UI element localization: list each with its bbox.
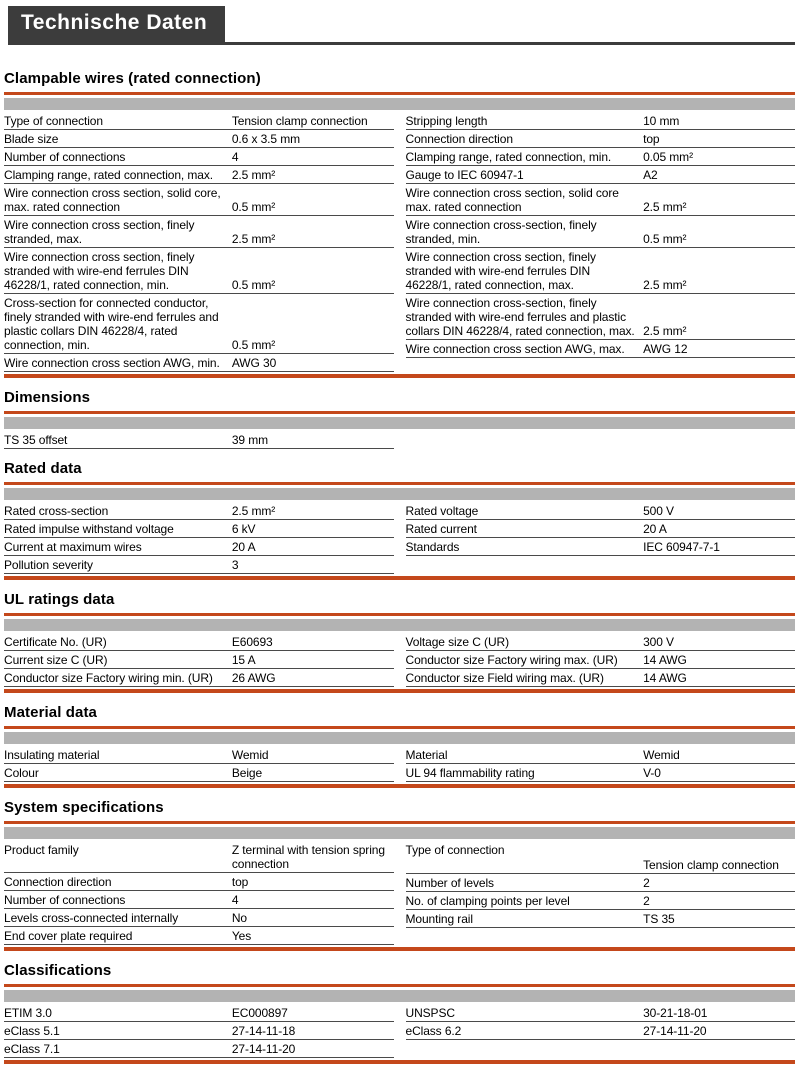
section-top-rule: [4, 613, 795, 616]
spec-value: 500 V: [643, 504, 674, 518]
section-heading: System specifications: [4, 799, 164, 816]
spec-row: [4, 248, 394, 294]
section-end-rule: [4, 947, 795, 951]
spec-row: [4, 431, 394, 449]
spec-section: [4, 460, 795, 580]
spec-label: Wire connection cross section AWG, max.: [405, 342, 625, 356]
spec-value: 300 V: [643, 635, 674, 649]
section-end-rule: [4, 689, 795, 693]
spec-label: Wire connection cross-section, finely stranded with wire-end ferrules and plastic collars DIN 46228/4, rated connection, max.: [405, 296, 635, 338]
spec-label: Wire connection cross section, finely stranded, max.: [4, 218, 195, 246]
section-left-column: [4, 112, 394, 372]
section-heading: Clampable wires (rated connection): [4, 70, 261, 87]
spec-row: [406, 248, 796, 294]
spec-label: UNSPSC: [405, 1006, 455, 1020]
spec-row: [4, 746, 394, 764]
spec-label: Current at maximum wires: [4, 540, 142, 554]
spec-label: Colour: [4, 766, 39, 780]
spec-value: 2: [643, 876, 650, 890]
spec-value: Tension clamp connection: [643, 858, 779, 872]
spec-value: A2: [643, 168, 658, 182]
section-columns: [4, 633, 795, 687]
spec-label: Product family: [4, 843, 79, 857]
section-columns: [4, 431, 795, 449]
section-gray-band: [4, 488, 795, 500]
spec-row: [406, 520, 796, 538]
section-top-rule: [4, 984, 795, 987]
spec-row: [406, 148, 796, 166]
spec-value: 14 AWG: [643, 653, 687, 667]
spec-label: Connection direction: [405, 132, 513, 146]
spec-label: Mounting rail: [405, 912, 473, 926]
spec-value: 2: [643, 894, 650, 908]
spec-label: Type of connection: [4, 114, 103, 128]
section-gray-band: [4, 417, 795, 429]
spec-label: Rated impulse withstand voltage: [4, 522, 174, 536]
spec-value: Beige: [231, 766, 263, 780]
spec-value: 2.5 mm²: [231, 232, 276, 246]
spec-value: EC000897: [231, 1006, 288, 1020]
section-left-column: [4, 746, 394, 782]
spec-section: [4, 704, 795, 788]
spec-value: 2.5 mm²: [231, 504, 276, 518]
spec-row: [406, 746, 796, 764]
section-gray-band: [4, 619, 795, 631]
section-top-rule: [4, 92, 795, 95]
spec-row: [4, 1040, 394, 1058]
section-left-column: [4, 1004, 394, 1058]
spec-row: [4, 669, 394, 687]
spec-value: Yes: [231, 929, 252, 943]
spec-row: [4, 1004, 394, 1022]
spec-row: [406, 112, 796, 130]
section-right-column: [406, 431, 796, 449]
spec-row: [4, 841, 394, 873]
spec-label: Clamping range, rated connection, max.: [4, 168, 213, 182]
spec-value: 0.5 mm²: [231, 278, 276, 292]
spec-label: Stripping length: [405, 114, 488, 128]
section-right-column: [406, 841, 796, 945]
spec-row: [4, 294, 394, 354]
spec-label: Number of levels: [405, 876, 494, 890]
section-columns: [4, 112, 795, 372]
spec-value: 10 mm: [643, 114, 680, 128]
spec-label: Type of connection: [405, 843, 505, 857]
spec-label: ETIM 3.0: [4, 1006, 52, 1020]
spec-value: Tension clamp connection: [231, 114, 368, 128]
section-columns: [4, 1004, 795, 1058]
spec-label: Material: [405, 748, 448, 762]
spec-row: [4, 633, 394, 651]
spec-value: No: [231, 911, 247, 925]
spec-row: [406, 538, 796, 556]
section-heading: Classifications: [4, 962, 112, 979]
section-heading: Rated data: [4, 460, 82, 477]
spec-label: Certificate No. (UR): [4, 635, 107, 649]
page-header: [8, 6, 795, 45]
spec-label: Wire connection cross section, solid core max. rated connection: [405, 186, 619, 214]
spec-value: 39 mm: [231, 433, 269, 447]
section-right-column: [406, 1004, 796, 1058]
spec-value: 0.5 mm²: [231, 338, 276, 352]
spec-value: 2.5 mm²: [643, 200, 687, 214]
spec-value: top: [231, 875, 249, 889]
spec-value: 26 AWG: [231, 671, 276, 685]
spec-row: [4, 184, 394, 216]
sections-container: [4, 70, 795, 1064]
section-top-rule: [4, 482, 795, 485]
spec-row: [4, 927, 394, 945]
spec-row: [406, 502, 796, 520]
spec-label: Clamping range, rated connection, min.: [405, 150, 612, 164]
section-end-rule: [4, 784, 795, 788]
spec-label: Wire connection cross section, finely stranded with wire-end ferrules DIN 46228/1, rated connection, min.: [4, 250, 195, 292]
spec-row: [4, 216, 394, 248]
section-right-column: [406, 112, 796, 372]
section-columns: [4, 502, 795, 574]
spec-value: 0.5 mm²: [231, 200, 276, 214]
spec-row: [4, 909, 394, 927]
spec-label: No. of clamping points per level: [405, 894, 570, 908]
spec-row: [406, 340, 796, 358]
spec-value: 6 kV: [231, 522, 256, 536]
spec-label: eClass 6.2: [405, 1024, 462, 1038]
spec-row: [4, 556, 394, 574]
section-gray-band: [4, 827, 795, 839]
spec-row: [4, 148, 394, 166]
spec-value: 15 A: [231, 653, 256, 667]
spec-row: [406, 1022, 796, 1040]
spec-value: 2.5 mm²: [643, 278, 687, 292]
spec-row: [406, 184, 796, 216]
section-heading: Material data: [4, 704, 97, 721]
section-gray-band: [4, 990, 795, 1002]
section-left-column: [4, 841, 394, 945]
spec-value: 30-21-18-01: [643, 1006, 708, 1020]
spec-value: 0.6 x 3.5 mm: [231, 132, 301, 146]
spec-label: Rated voltage: [405, 504, 479, 518]
spec-row: [4, 873, 394, 891]
spec-value: AWG 12: [643, 342, 688, 356]
spec-label: Levels cross-connected internally: [4, 911, 179, 925]
spec-value: top: [643, 132, 660, 146]
spec-row: [4, 1022, 394, 1040]
spec-row: [406, 764, 796, 782]
section-left-column: [4, 502, 394, 574]
section-heading: Dimensions: [4, 389, 91, 406]
section-right-column: [406, 633, 796, 687]
section-columns: [4, 746, 795, 782]
spec-section: [4, 799, 795, 951]
spec-label: End cover plate required: [4, 929, 133, 943]
spec-label: Voltage size C (UR): [405, 635, 509, 649]
spec-row: [4, 891, 394, 909]
section-heading: UL ratings data: [4, 591, 115, 608]
spec-row: [406, 294, 796, 340]
spec-label: Conductor size Factory wiring max. (UR): [405, 653, 618, 667]
spec-label: Standards: [405, 540, 460, 554]
spec-label: Wire connection cross section, solid core, max. rated connection: [4, 186, 221, 214]
spec-label: Cross-section for connected conductor, finely stranded with wire-end ferrules and plastic collars DIN 46228/4, rated connection, min.: [4, 296, 219, 352]
section-top-rule: [4, 821, 795, 824]
spec-label: Gauge to IEC 60947-1: [405, 168, 524, 182]
spec-row: [406, 841, 796, 874]
spec-label: Number of connections: [4, 150, 126, 164]
spec-row: [4, 538, 394, 556]
page-title: Technische Daten: [8, 6, 225, 42]
spec-value: 2.5 mm²: [231, 168, 276, 182]
spec-row: [406, 651, 796, 669]
section-gray-band: [4, 98, 795, 110]
section-end-rule: [4, 576, 795, 580]
spec-value: V-0: [643, 766, 661, 780]
spec-label: Conductor size Factory wiring min. (UR): [4, 671, 213, 685]
spec-value: 20 A: [231, 540, 256, 554]
spec-label: Rated cross-section: [4, 504, 109, 518]
spec-label: Connection direction: [4, 875, 112, 889]
spec-value: 0.5 mm²: [643, 232, 687, 246]
spec-row: [4, 520, 394, 538]
spec-label: Blade size: [4, 132, 59, 146]
spec-row: [4, 651, 394, 669]
spec-value: IEC 60947-7-1: [643, 540, 720, 554]
spec-row: [406, 130, 796, 148]
spec-row: [406, 1004, 796, 1022]
spec-label: Number of connections: [4, 893, 126, 907]
section-top-rule: [4, 726, 795, 729]
section-columns: [4, 841, 795, 945]
spec-row: [406, 166, 796, 184]
spec-label: Wire connection cross section, finely stranded with wire-end ferrules DIN 46228/1, rated connection, max.: [405, 250, 596, 292]
spec-value: E60693: [231, 635, 273, 649]
spec-value: 3: [231, 558, 239, 572]
spec-label: Rated current: [405, 522, 477, 536]
spec-section: [4, 70, 795, 378]
spec-value: AWG 30: [231, 356, 277, 370]
spec-label: eClass 7.1: [4, 1042, 60, 1056]
spec-row: [4, 354, 394, 372]
spec-section: [4, 962, 795, 1064]
spec-value: 0.05 mm²: [643, 150, 693, 164]
section-left-column: [4, 431, 394, 449]
section-end-rule: [4, 374, 795, 378]
spec-row: [406, 669, 796, 687]
spec-value: 27-14-11-20: [231, 1042, 296, 1056]
spec-section: [4, 591, 795, 693]
spec-row: [4, 130, 394, 148]
spec-label: UL 94 flammability rating: [405, 766, 535, 780]
spec-row: [406, 910, 796, 928]
section-top-rule: [4, 411, 795, 414]
spec-row: [4, 112, 394, 130]
spec-value: TS 35: [643, 912, 675, 926]
spec-label: eClass 5.1: [4, 1024, 60, 1038]
spec-label: Insulating material: [4, 748, 100, 762]
section-gray-band: [4, 732, 795, 744]
spec-value: 14 AWG: [643, 671, 687, 685]
spec-value: 27-14-11-18: [231, 1024, 296, 1038]
spec-label: Wire connection cross-section, finely stranded, min.: [405, 218, 597, 246]
section-end-rule: [4, 1060, 795, 1064]
spec-value: Wemid: [643, 748, 680, 762]
spec-section: [4, 389, 795, 449]
spec-label: Current size C (UR): [4, 653, 108, 667]
spec-label: TS 35 offset: [4, 433, 68, 447]
spec-value: Wemid: [231, 748, 269, 762]
spec-label: Wire connection cross section AWG, min.: [4, 356, 220, 370]
spec-row: [4, 166, 394, 184]
spec-row: [406, 892, 796, 910]
spec-value: 20 A: [643, 522, 667, 536]
spec-value: 27-14-11-20: [643, 1024, 707, 1038]
spec-row: [4, 502, 394, 520]
spec-value: 2.5 mm²: [643, 324, 687, 338]
spec-row: [406, 216, 796, 248]
spec-value: 4: [231, 893, 239, 907]
spec-value: 4: [231, 150, 239, 164]
spec-row: [4, 764, 394, 782]
section-right-column: [406, 746, 796, 782]
spec-label: Conductor size Field wiring max. (UR): [405, 671, 604, 685]
spec-row: [406, 633, 796, 651]
section-left-column: [4, 633, 394, 687]
spec-value: Z terminal with tension spring connection: [231, 843, 385, 871]
spec-row: [406, 874, 796, 892]
section-right-column: [406, 502, 796, 574]
spec-label: Pollution severity: [4, 558, 93, 572]
